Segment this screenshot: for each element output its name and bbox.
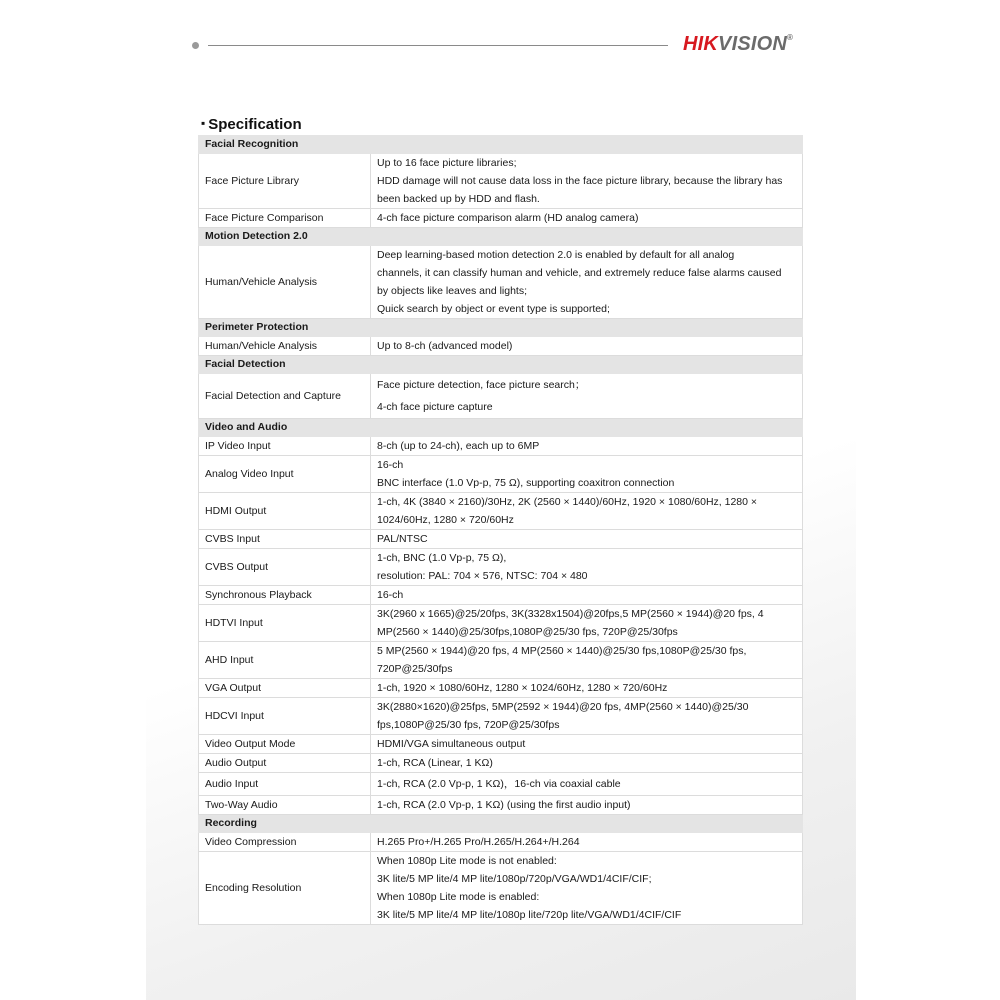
section-heading: Facial Detection (199, 356, 803, 374)
section-header-row (199, 136, 803, 154)
spec-label: VGA Output (199, 679, 371, 698)
spec-label: Video Compression (199, 833, 371, 852)
spec-value (371, 754, 803, 773)
section-header-row (199, 228, 803, 246)
spec-row (199, 530, 803, 549)
spec-value-line: 1-ch, BNC (1.0 Vp-p, 75 Ω), (377, 552, 507, 564)
spec-value-line: 1-ch, 4K (3840 × 2160)/30Hz, 2K (2560 × 1440)/60Hz, 1920 × 1080/60Hz, 1280 × (377, 496, 758, 508)
spec-label: Audio Output (199, 754, 371, 773)
spec-value-line: 1-ch, RCA (2.0 Vp-p, 1 KΩ)，16-ch via coaxial cable (377, 778, 621, 790)
spec-row (199, 493, 803, 530)
specification-table (198, 135, 803, 925)
spec-value-line: 3K(2880×1620)@25fps, 5MP(2592 × 1944)@20 fps, 4MP(2560 × 1440)@25/30 (377, 701, 749, 713)
spec-value-line: Deep learning-based motion detection 2.0 is enabled by default for all analog (377, 249, 735, 261)
page-title (201, 116, 302, 133)
spec-label: Two-Way Audio (199, 796, 371, 815)
spec-row (199, 246, 803, 319)
title-text: Specification (208, 116, 302, 133)
spec-value (371, 530, 803, 549)
spec-value (371, 833, 803, 852)
spec-value (371, 337, 803, 356)
spec-value (371, 374, 803, 419)
spec-value-line: fps,1080P@25/30 fps, 720P@25/30fps (377, 719, 560, 731)
spec-value (371, 209, 803, 228)
spec-value (371, 796, 803, 815)
spec-label: Analog Video Input (199, 456, 371, 493)
spec-row (199, 642, 803, 679)
spec-label: Face Picture Comparison (199, 209, 371, 228)
spec-value-line: 3K lite/5 MP lite/4 MP lite/1080p lite/720p lite/VGA/WD1/4CIF/CIF (377, 909, 682, 921)
spec-value-line: 1-ch, RCA (Linear, 1 KΩ) (377, 757, 493, 769)
hikvision-logo (683, 33, 793, 56)
section-heading: Video and Audio (199, 419, 803, 437)
section-header-row (199, 419, 803, 437)
spec-row (199, 698, 803, 735)
spec-label: AHD Input (199, 642, 371, 679)
specification-table-body (199, 136, 803, 925)
spec-label: Face Picture Library (199, 154, 371, 209)
title-bullet: ▪ (201, 116, 206, 130)
spec-row (199, 852, 803, 925)
spec-value-line: 16-ch (377, 459, 404, 471)
spec-value-line: 3K(2960 x 1665)@25/20fps, 3K(3328x1504)@20fps,5 MP(2560 × 1944)@20 fps, 4 (377, 608, 764, 620)
spec-value-line: resolution: PAL: 704 × 576, NTSC: 704 × 480 (377, 570, 588, 582)
spec-value-line: 3K lite/5 MP lite/4 MP lite/1080p/720p/VGA/WD1/4CIF/CIF; (377, 873, 652, 885)
spec-row (199, 456, 803, 493)
spec-row (199, 605, 803, 642)
spec-label: Synchronous Playback (199, 586, 371, 605)
spec-value (371, 642, 803, 679)
spec-value-line: When 1080p Lite mode is enabled: (377, 891, 540, 903)
section-heading: Recording (199, 815, 803, 833)
spec-value-line: by objects like leaves and lights; (377, 285, 527, 297)
spec-row (199, 586, 803, 605)
spec-label: Video Output Mode (199, 735, 371, 754)
section-heading: Facial Recognition (199, 136, 803, 154)
header-rule (208, 45, 668, 46)
spec-value-line: 1024/60Hz, 1280 × 720/60Hz (377, 514, 514, 526)
spec-row (199, 549, 803, 586)
section-heading: Perimeter Protection (199, 319, 803, 337)
spec-row (199, 833, 803, 852)
spec-label: CVBS Input (199, 530, 371, 549)
spec-label: CVBS Output (199, 549, 371, 586)
spec-value (371, 246, 803, 319)
spec-value (371, 437, 803, 456)
spec-value-line: PAL/NTSC (377, 533, 428, 545)
spec-value (371, 852, 803, 925)
spec-value-line: 4-ch face picture comparison alarm (HD analog camera) (377, 212, 639, 224)
spec-value-line: 1-ch, 1920 × 1080/60Hz, 1280 × 1024/60Hz, 1280 × 720/60Hz (377, 682, 668, 694)
spec-label: IP Video Input (199, 437, 371, 456)
spec-row (199, 773, 803, 796)
spec-value-line: H.265 Pro+/H.265 Pro/H.265/H.264+/H.264 (377, 836, 580, 848)
spec-value-line: Quick search by object or event type is supported; (377, 303, 610, 315)
logo-vision: VISION (718, 33, 788, 55)
section-heading: Motion Detection 2.0 (199, 228, 803, 246)
spec-value (371, 456, 803, 493)
spec-value (371, 549, 803, 586)
spec-value-line: Up to 8-ch (advanced model) (377, 340, 513, 352)
section-header-row (199, 815, 803, 833)
spec-value-line: MP(2560 × 1440)@25/30fps,1080P@25/30 fps, 720P@25/30fps (377, 626, 678, 638)
spec-value (371, 679, 803, 698)
spec-value (371, 773, 803, 796)
spec-value (371, 493, 803, 530)
spec-value-line: 8-ch (up to 24-ch), each up to 6MP (377, 440, 540, 452)
spec-row (199, 754, 803, 773)
spec-value (371, 605, 803, 642)
spec-value-line: HDMI/VGA simultaneous output (377, 738, 526, 750)
spec-row (199, 679, 803, 698)
spec-value-line: 1-ch, RCA (2.0 Vp-p, 1 KΩ) (using the first audio input) (377, 799, 631, 811)
spec-label: Audio Input (199, 773, 371, 796)
spec-label: HDCVI Input (199, 698, 371, 735)
spec-label: Facial Detection and Capture (199, 374, 371, 419)
spec-value (371, 698, 803, 735)
logo-hik: HIK (683, 33, 719, 55)
spec-row (199, 154, 803, 209)
logo-registered-mark: ® (787, 33, 794, 42)
spec-row (199, 796, 803, 815)
spec-value-line: Up to 16 face picture libraries; (377, 157, 517, 169)
spec-label: Human/Vehicle Analysis (199, 337, 371, 356)
spec-value-line: Face picture detection, face picture search； (377, 379, 586, 391)
section-header-row (199, 356, 803, 374)
section-header-row (199, 319, 803, 337)
spec-value-line: 5 MP(2560 × 1944)@20 fps, 4 MP(2560 × 1440)@25/30 fps,1080P@25/30 fps, (377, 645, 747, 657)
spec-value-line: When 1080p Lite mode is not enabled: (377, 855, 557, 867)
spec-value-line: 16-ch (377, 589, 404, 601)
spec-label: HDTVI Input (199, 605, 371, 642)
spec-row (199, 735, 803, 754)
spec-row (199, 374, 803, 419)
header-dot (192, 42, 199, 49)
spec-value-line: channels, it can classify human and vehicle, and extremely reduce false alarms caused (377, 267, 782, 279)
spec-value-line: HDD damage will not cause data loss in the face picture library, because the library has (377, 175, 783, 187)
spec-label: HDMI Output (199, 493, 371, 530)
spec-value-line: BNC interface (1.0 Vp-p, 75 Ω), supporting coaxitron connection (377, 477, 675, 489)
spec-value-line: 720P@25/30fps (377, 663, 453, 675)
spec-value (371, 735, 803, 754)
spec-value-line: been backed up by HDD and flash. (377, 193, 540, 205)
spec-row (199, 209, 803, 228)
spec-value (371, 586, 803, 605)
spec-value-line: 4-ch face picture capture (377, 401, 493, 413)
spec-value (371, 154, 803, 209)
spec-row (199, 337, 803, 356)
spec-row (199, 437, 803, 456)
spec-label: Encoding Resolution (199, 852, 371, 925)
spec-label: Human/Vehicle Analysis (199, 246, 371, 319)
